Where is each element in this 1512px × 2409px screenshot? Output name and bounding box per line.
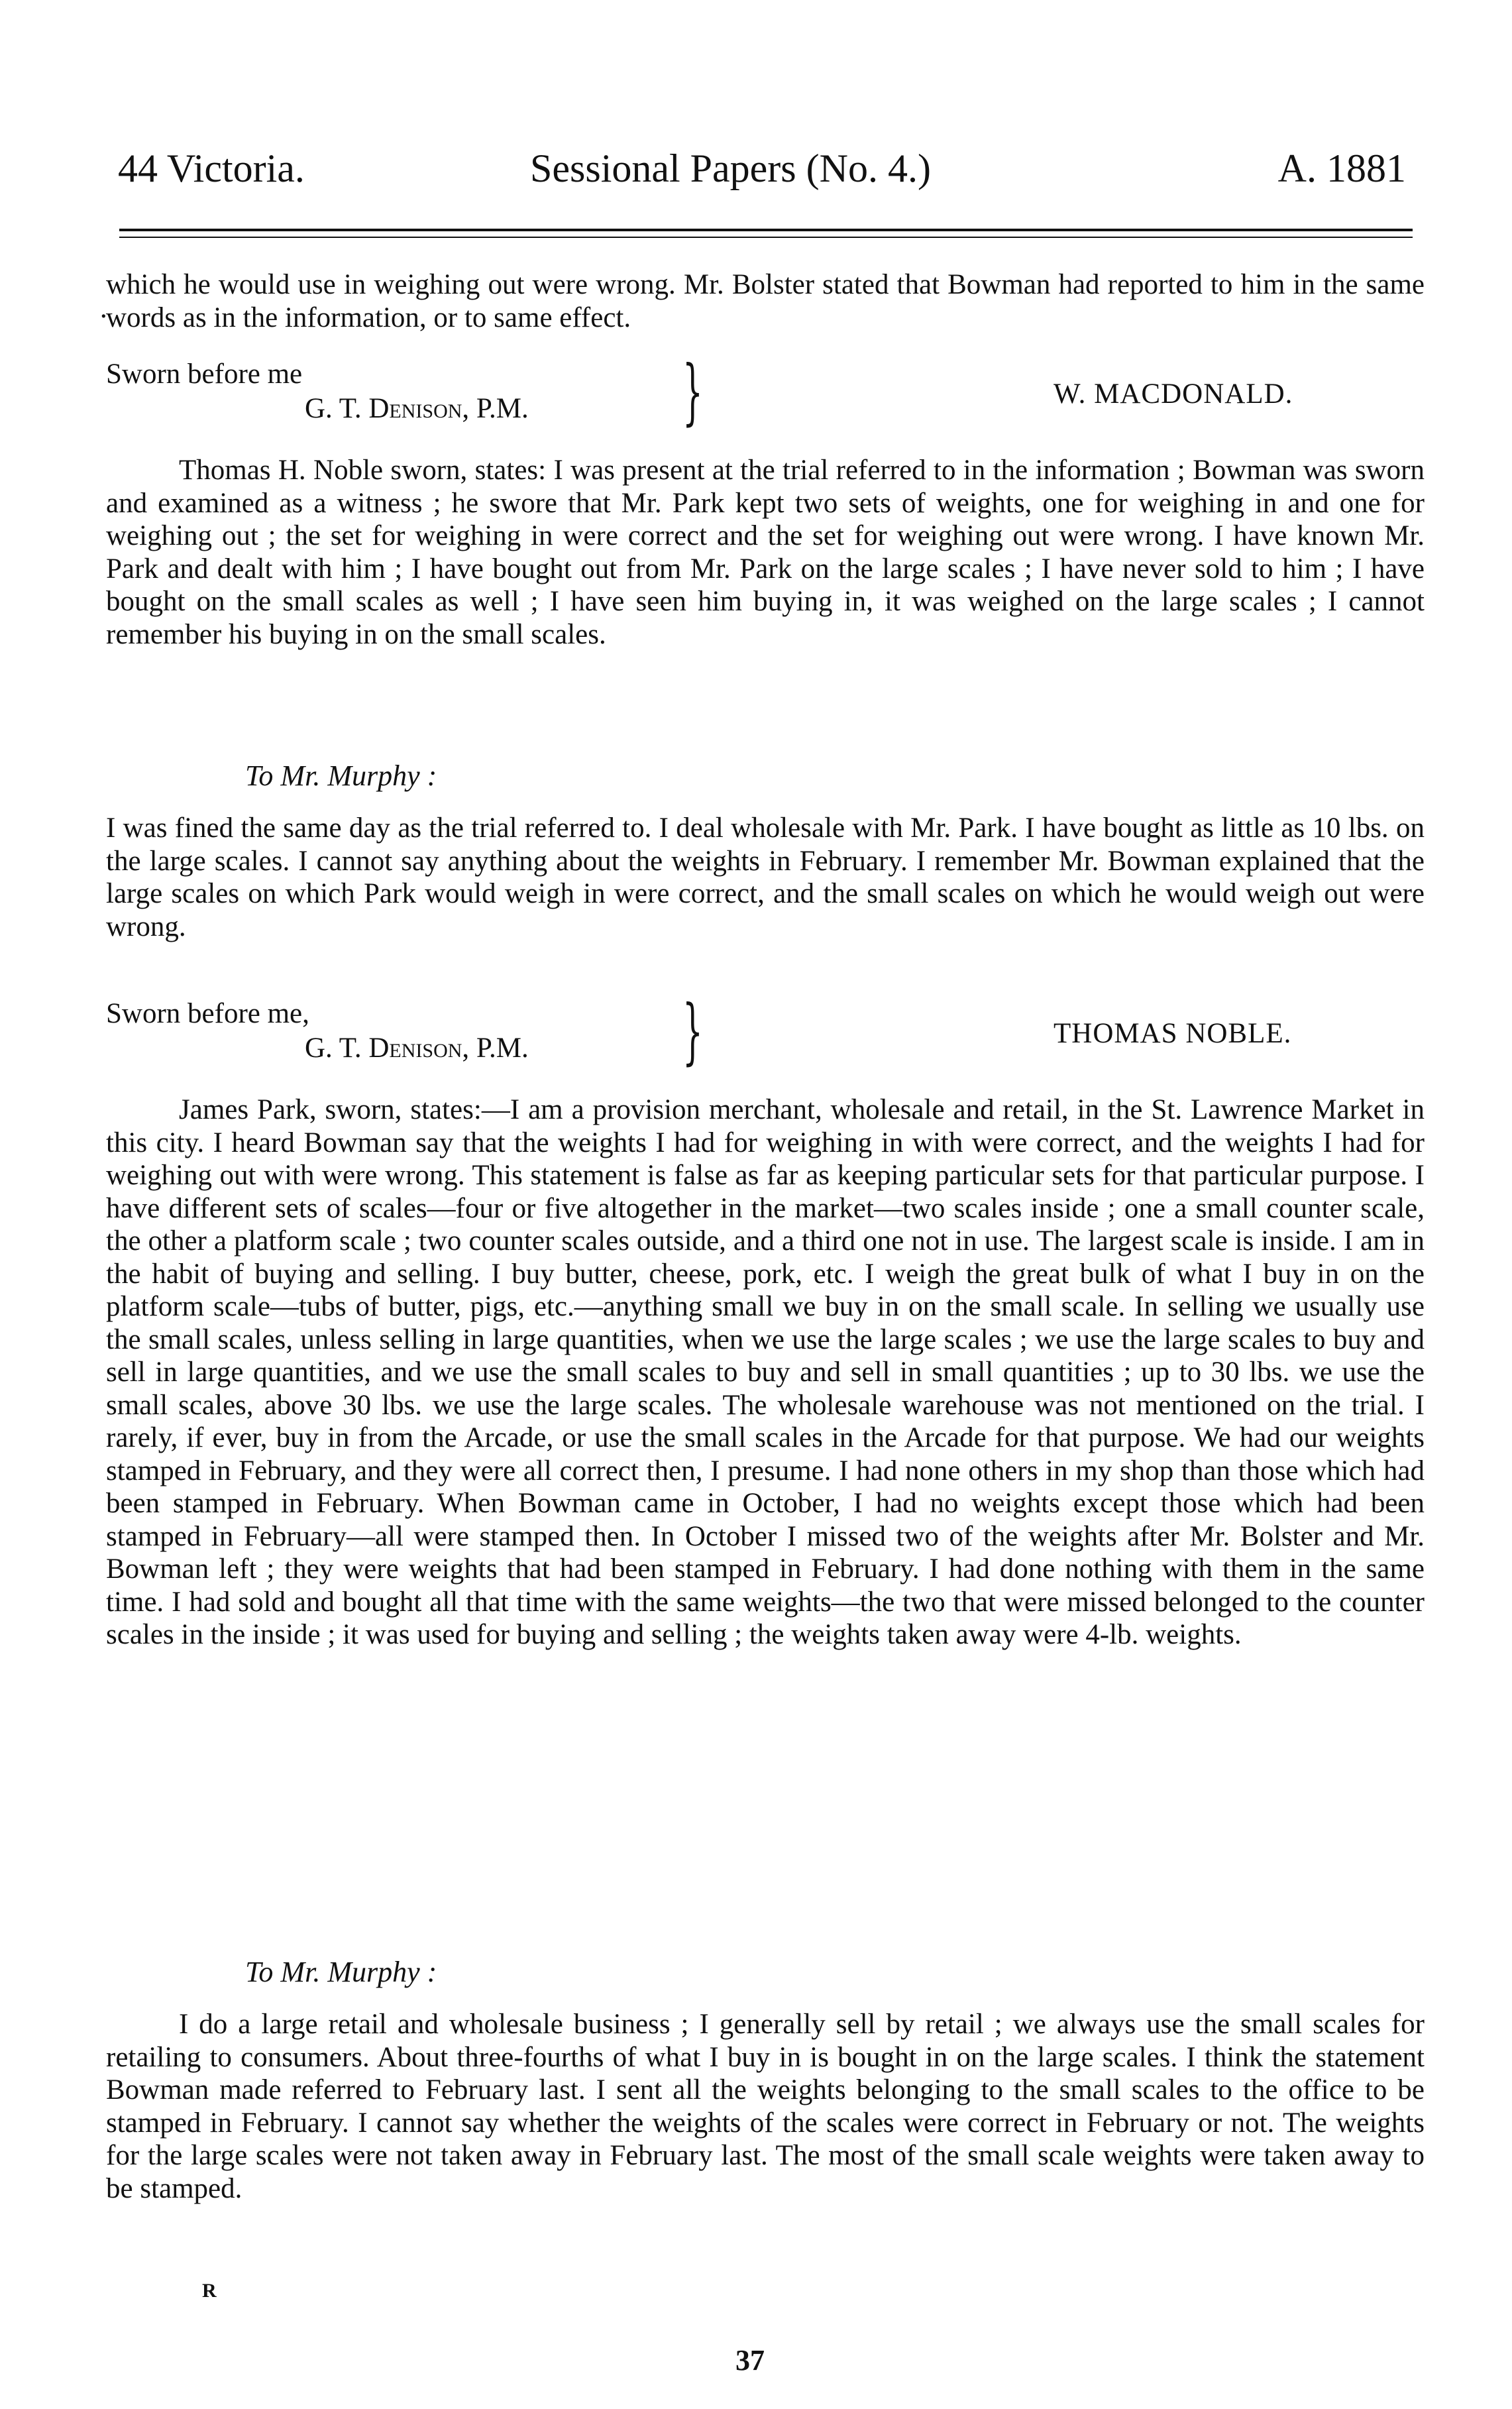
paragraph-1-text: which he would use in weighing out were wrong. Mr. Bolster stated that Bowman had reported to him in the same words as in the information, or to same effect.: [106, 269, 1425, 333]
sworn-before-label: Sworn before me,: [106, 998, 309, 1029]
header-rule-thick: [119, 229, 1413, 231]
paragraph-3-text: I was fined the same day as the trial referred to. I deal wholesale with Mr. Park. I have bought as little as 10 lbs. on the large scales. I cannot say anything about the weights in February. I remember Mr. Bowman explained that the large scales on which Park would weigh in were correct, and the small scales on which he would weigh out were wrong.: [106, 812, 1425, 942]
paragraph-5: [106, 2008, 1425, 2205]
header-year: A. 1881: [1277, 146, 1406, 190]
header-volume: 44 Victoria.: [118, 146, 305, 190]
paragraph-1: [106, 268, 1425, 334]
paragraph-2: [106, 454, 1425, 651]
magistrate-name: G. T. Denison, P.M.: [305, 393, 529, 424]
signature: W. MACDONALD.: [1053, 378, 1293, 410]
brace-glyph: }: [682, 990, 703, 1073]
brace-glyph: }: [682, 351, 703, 433]
sworn-before-label: Sworn before me: [106, 359, 303, 390]
header-rule-thin: [119, 237, 1413, 238]
signature: THOMAS NOBLE.: [1053, 1018, 1292, 1049]
margin-mark: ·: [99, 302, 108, 332]
paragraph-5-text: I do a large retail and wholesale business ; I generally sell by retail ; we always use the small scales for retailing to consumers. About three-fourths of what I buy in is bought in on the large scales. I think the statement Bowman made referred to February last. I sent all the weights belonging to the small scales to the office to be stamped in February. I cannot say whether the weights of the scales were correct in February or not. The weights for the large scales were not taken away in February last. The most of the small scale weights were taken away to be stamped.: [106, 2009, 1425, 2204]
magistrate-name: G. T. Denison, P.M.: [305, 1033, 529, 1064]
to-murphy-heading-1: To Mr. Murphy :: [245, 759, 437, 792]
signature-mark: R: [202, 2280, 217, 2302]
sworn-block-2: [106, 990, 1425, 1073]
running-header: [106, 146, 1406, 199]
paragraph-4-text: James Park, sworn, states:—I am a provision merchant, wholesale and retail, in the St. Lawrence Market in this city. I heard Bowman say that the weights I had for weighing in with were correct, and the weights I had for weighing out with were wrong. This statement is false as far as keeping particular sets for that particular purpose. I have different sets of scales—four or five altogether in the market—two scales inside ; one a small counter scale, the other a platform scale ; two counter scales outside, and a third one not in use. The largest scale is inside. I am in the habit of buying and selling. I buy butter, cheese, pork, etc. I weigh the great bulk of what I buy in on the platform scale—tubs of butter, pigs, etc.—anything small we buy in on the small scale. In selling we usually use the small scales, unless selling in large quantities, when we use the large scales ; we use the large scales to buy and sell in large quantities, and we use the small scales to buy and sell in small quantities ; up to 30 lbs. we use the small scales, above 30 lbs. we use the large scales. The wholesale warehouse was not mentioned on the trial. I rarely, if ever, buy in from the Arcade, or use the small scales in the Arcade for that purpose. We had our weights stamped in February, and they were all correct then, I presume. I had none others in my shop than those which had been stamped in February. When Bowman came in October, I had no weights except those which had been stamped in February—all were stamped then. In October I missed two of the weights after Mr. Bolster and Mr. Bowman left ; they were weights that had been stamped in February. I had done nothing with them in the same time. I had sold and bought all that time with the same weights—the two that were missed belonged to the counter scales in the inside ; it was used for buying and selling ; the weights taken away were 4-lb. weights.: [106, 1094, 1425, 1650]
paragraph-4: [106, 1093, 1425, 1652]
header-title: Sessional Papers (No. 4.): [530, 146, 931, 190]
paragraph-3: [106, 812, 1425, 943]
page-number: 37: [735, 2344, 765, 2377]
sworn-block-1: [106, 351, 1425, 433]
to-murphy-heading-2: To Mr. Murphy :: [245, 1956, 437, 1988]
paragraph-2-text: Thomas H. Noble sworn, states: I was present at the trial referred to in the information ; Bowman was sworn and examined as a witness ; he swore that Mr. Park kept two sets of weights, one for weighing in and one for weighing out ; the set for weighing in were correct and the set for weighing out were wrong. I have known Mr. Park and dealt with him ; I have bought out from Mr. Park on the large scales ; I have never sold to him ; I have bought on the small scales as well ; I have seen him buying in, it was weighed on the large scales ; I cannot remember his buying in on the small scales.: [106, 455, 1425, 650]
